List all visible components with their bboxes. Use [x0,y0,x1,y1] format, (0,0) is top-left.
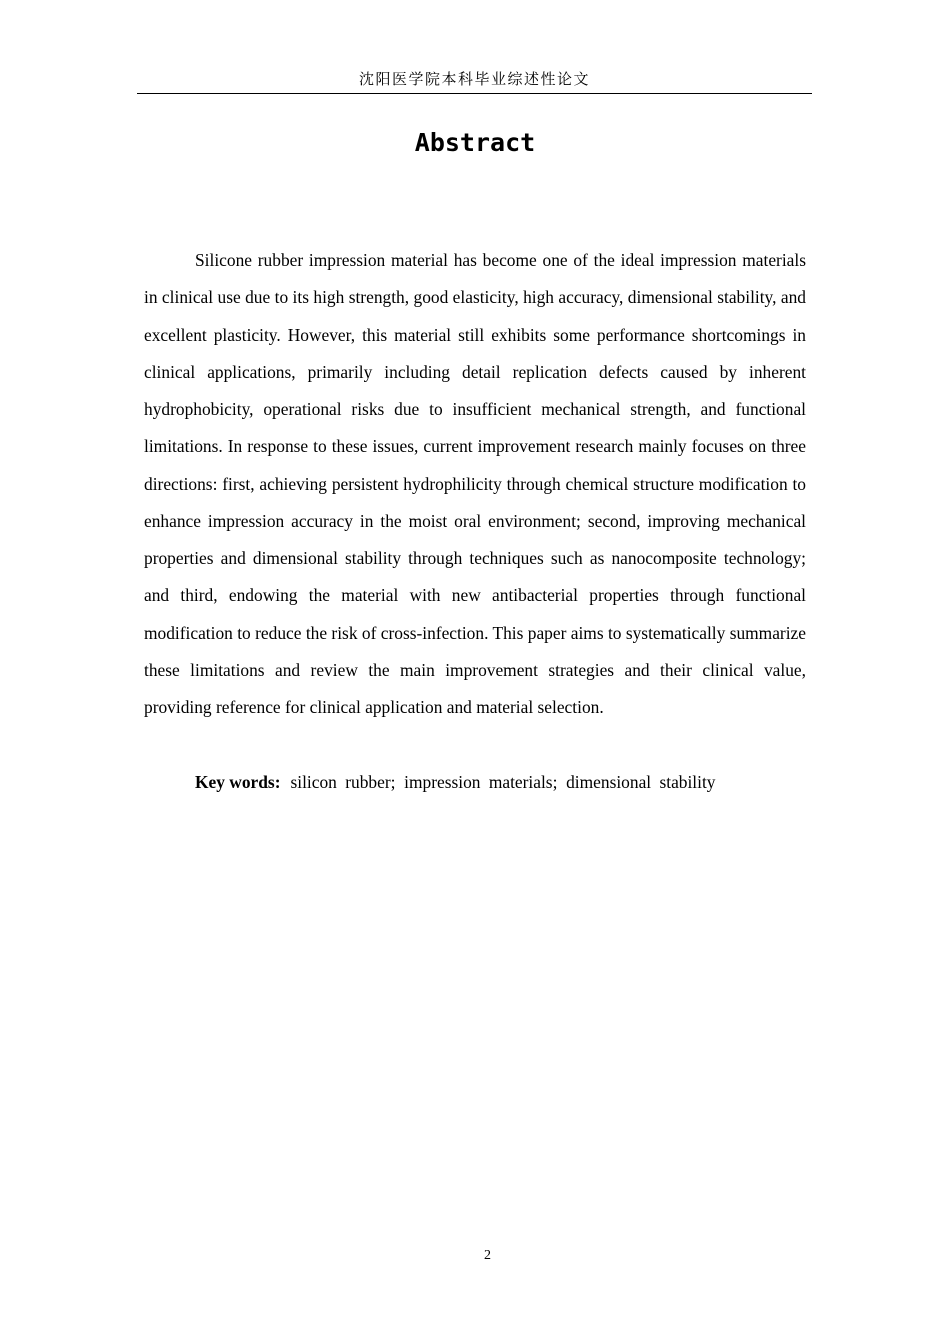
abstract-paragraph: Silicone rubber impression material has become one of the ideal impression materials in clinical use due to its high strength, good elasticity, high accuracy, dimensional stability, and excellent plasticity. However, this material still exhibits some performance shortcomings in clinical applications, primarily including detail replication defects caused by inherent hydrophobicity, operational risks due to insufficient mechanical strength, and functional limitations. In response to these issues, current improvement research mainly focuses on three directions: first, achieving persistent hydrophilicity through chemical structure modification to enhance impression accuracy in the moist oral environment; second, improving mechanical properties and dimensional stability through techniques such as nanocomposite technology; and third, endowing the material with new antibacterial properties through functional modification to reduce the risk of cross-infection. This paper aims to systematically summarize these limitations and review the main improvement strategies and their clinical value, providing reference for clinical application and material selection. [144,250,806,717]
keywords-label: Key words: [195,772,281,792]
keyword-item: impression materials; [404,772,558,792]
keyword-item: silicon rubber; [290,772,396,792]
page-title: Abstract [414,128,536,157]
page-number: 2 [484,1248,491,1263]
keywords-line [195,766,806,798]
running-header: 沈阳医学院本科毕业综述性论文 [137,66,812,94]
keyword-item: dimensional stability [566,772,716,792]
